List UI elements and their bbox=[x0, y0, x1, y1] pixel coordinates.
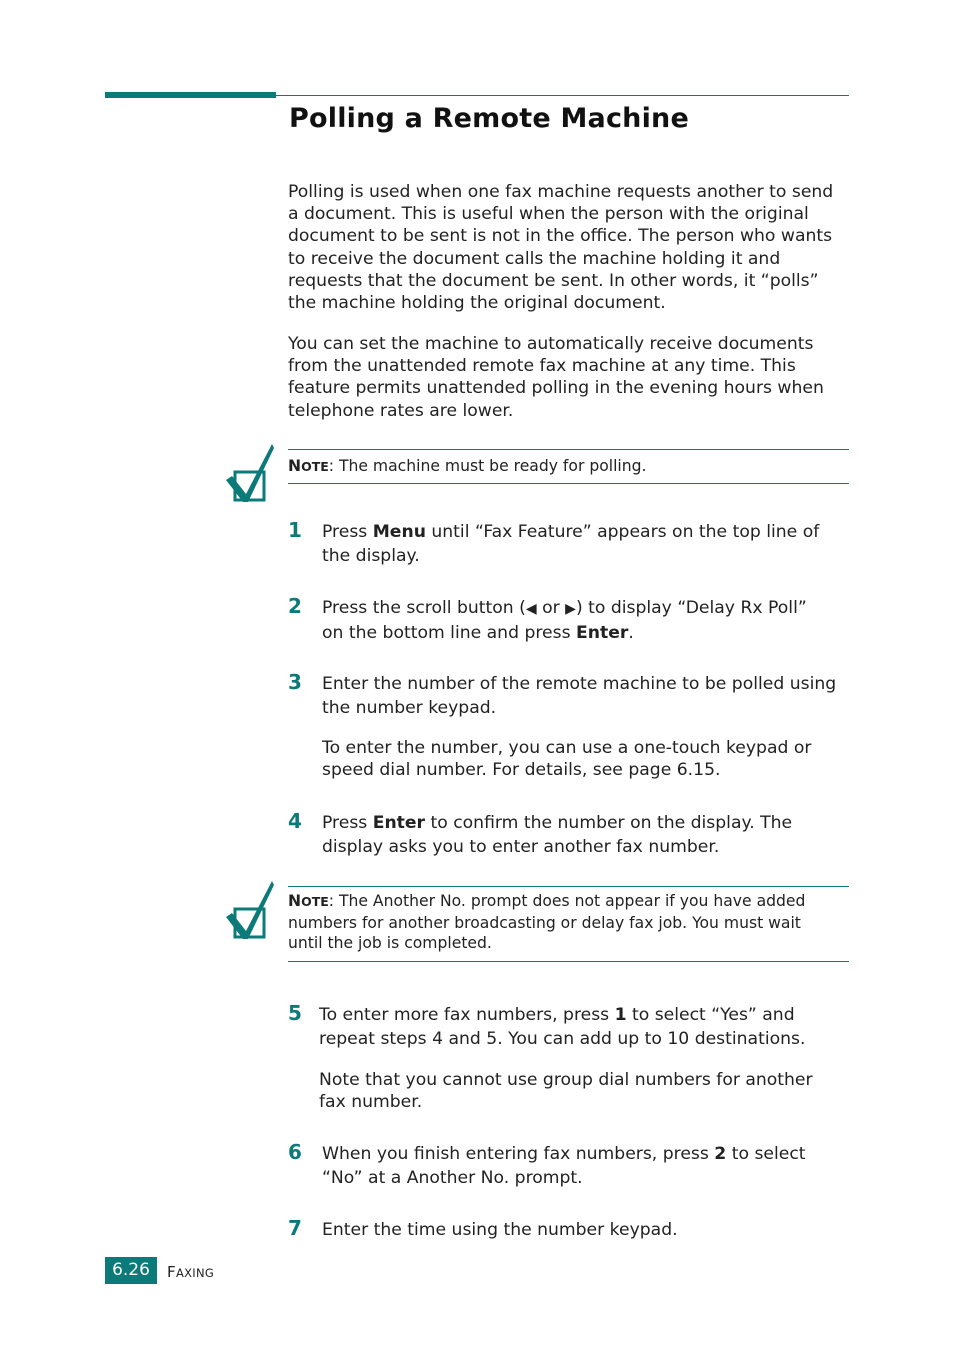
scroll-left-arrow-icon: ◀ bbox=[525, 601, 537, 617]
note-label: NOTE bbox=[288, 457, 329, 475]
intro-paragraph-2: You can set the machine to automatically receive documents from the unattended remote fax machine at any time. This feature permits unattended polling in the evening hours when telephone rates are lower. bbox=[288, 334, 824, 421]
header-rule-thick bbox=[105, 92, 276, 98]
step-number-3: 3 bbox=[288, 670, 302, 694]
intro-paragraph-1: Polling is used when one fax machine requests another to send a document. This is useful when the person with the original document to be sent is not in the office. The person who wants to receive the document calls the machine holding it and requests that the document be sent. In other words, it “polls” the machine holding the original document. bbox=[288, 182, 834, 314]
header-rule-thin bbox=[276, 95, 849, 96]
step-2-text: Press the scroll button (◀ or ▶) to display “Delay Rx Poll” on the bottom line and press Enter. bbox=[322, 598, 807, 643]
checkmark-note-icon bbox=[224, 442, 276, 504]
section-label: FAXING bbox=[167, 1263, 215, 1281]
step-number-4: 4 bbox=[288, 809, 302, 833]
scroll-right-arrow-icon: ▶ bbox=[565, 601, 576, 617]
step-number-2: 2 bbox=[288, 594, 302, 618]
step-6-text: When you finish entering fax numbers, press 2 to select “No” at a Another No. prompt. bbox=[322, 1144, 806, 1188]
step-3-text: Enter the number of the remote machine to be polled using the number keypad. bbox=[322, 674, 837, 718]
checkmark-note-icon bbox=[224, 879, 276, 941]
step-number-1: 1 bbox=[288, 518, 302, 542]
note-ready-for-polling: NOTE: The machine must be ready for polling. bbox=[288, 449, 849, 484]
page-number-badge: 6.26 bbox=[105, 1257, 157, 1284]
step-1-text: Press Menu until “Fax Feature” appears on the top line of the display. bbox=[322, 522, 820, 566]
step-number-5: 5 bbox=[288, 1001, 302, 1025]
step-number-6: 6 bbox=[288, 1140, 302, 1164]
step-7-text: Enter the time using the number keypad. bbox=[322, 1220, 678, 1240]
note-label: NOTE bbox=[288, 892, 329, 910]
step-number-7: 7 bbox=[288, 1216, 302, 1240]
step-4-text: Press Enter to confirm the number on the display. The display asks you to enter another fax number. bbox=[322, 813, 793, 857]
note-another-number-prompt: NOTE: The Another No. prompt does not appear if you have added numbers for another broadcasting or delay fax job. You must wait until the job is completed. bbox=[288, 886, 849, 962]
page-title: Polling a Remote Machine bbox=[289, 103, 689, 134]
step-5-text: To enter more fax numbers, press 1 to select “Yes” and repeat steps 4 and 5. You can add up to 10 destinations. bbox=[319, 1005, 806, 1049]
step-5-subtext: Note that you cannot use group dial numbers for another fax number. bbox=[319, 1070, 813, 1113]
step-3-subtext: To enter the number, you can use a one-touch keypad or speed dial number. For details, see page 6.15. bbox=[322, 738, 812, 781]
